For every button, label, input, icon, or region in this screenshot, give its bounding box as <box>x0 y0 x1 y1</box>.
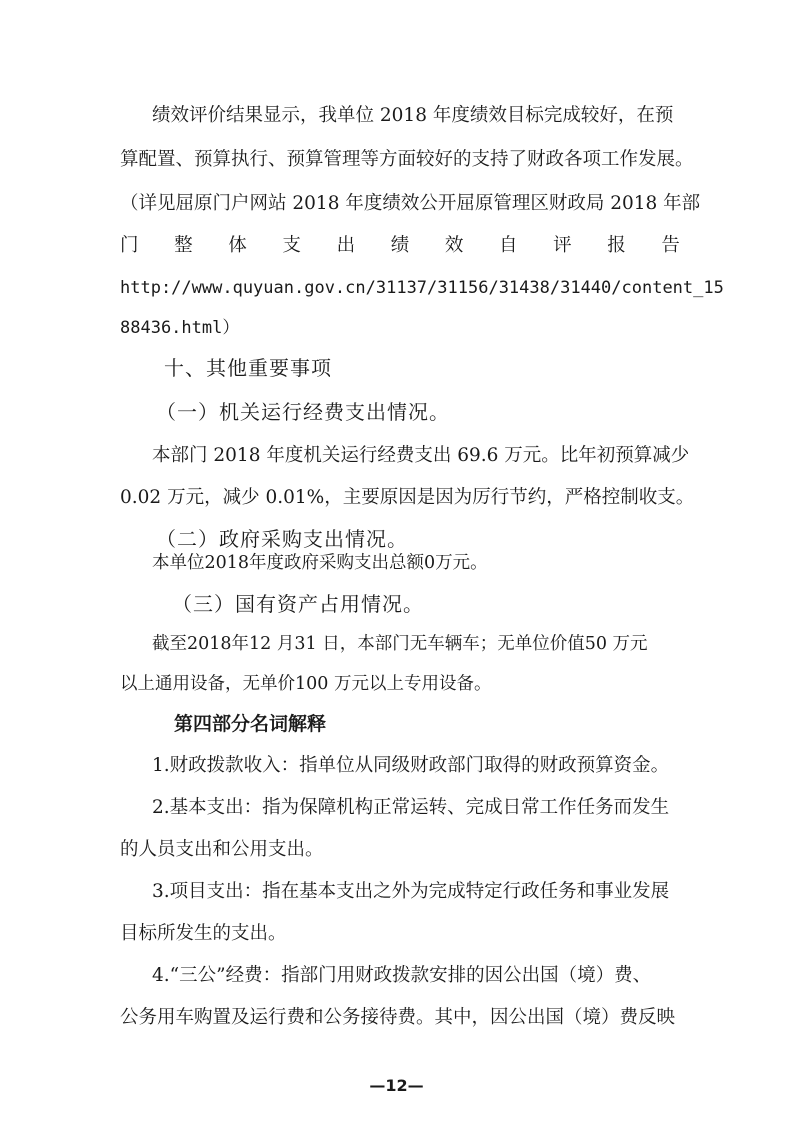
paragraph-line: 算配置、预算执行、预算管理等方面较好的支持了财政各项工作发展。 <box>120 149 694 170</box>
report-link[interactable]: http://www.quyuan.gov.cn/31137/31156/31438/31440/content_15 <box>120 278 724 298</box>
definition-line: 3.项目支出：指在基本支出之外为完成特定行政任务和事业发展 <box>152 881 670 902</box>
paragraph-line: 0.02 万元，减少 0.01%，主要原因是因为厉行节约，严格控制收支。 <box>120 487 695 508</box>
subsection-heading: （二）政府采购支出情况。 <box>156 527 408 551</box>
subsection-heading: （一）机关运行经费支出情况。 <box>156 400 450 424</box>
spread-char: 支 <box>282 235 301 256</box>
spread-char: 整 <box>174 235 193 256</box>
spread-char: 效 <box>444 235 464 256</box>
paragraph-line: 绩效评价结果显示，我单位 2018 年度绩效目标完成较好，在预 <box>152 105 674 126</box>
subsection-heading: （三）国有资产占用情况。 <box>172 592 424 616</box>
definition-line: 2.基本支出：指为保障机构正常运转、完成日常工作任务而发生 <box>152 797 670 818</box>
definition-line: 公务用车购置及运行费和公务接待费。其中，因公出国（境）费反映 <box>120 1007 676 1028</box>
definition-line: 目标所发生的支出。 <box>120 923 287 944</box>
definition-line: 1.财政拨款收入：指单位从同级财政部门取得的财政预算资金。 <box>152 755 670 776</box>
paragraph-line: 本部门 2018 年度机关运行经费支出 69.6 万元。比年初预算减少 <box>152 445 690 466</box>
spread-char: 评 <box>553 235 572 256</box>
paragraph-line: 本单位2018年度政府采购支出总额0万元。 <box>152 553 488 573</box>
spread-char: 告 <box>661 235 680 256</box>
spread-char: 出 <box>336 235 356 256</box>
spread-char: 报 <box>607 235 626 256</box>
spread-char: 门 <box>120 235 139 256</box>
spread-char: 体 <box>228 235 247 256</box>
section-heading: 十、其他重要事项 <box>164 356 332 380</box>
paragraph-line: 截至2018年12 月31 日，本部门无车辆车；无单位价值50 万元 <box>152 634 648 654</box>
spread-char: 绩 <box>390 235 410 256</box>
page-number: —12— <box>369 1076 424 1095</box>
definition-line: 的人员支出和公用支出。 <box>120 839 324 860</box>
part-heading: 第四部分名词解释 <box>174 713 327 735</box>
paragraph-line: （详见屈原门户网站 2018 年度绩效公开屈原管理区财政局 2018 年部 <box>120 193 701 214</box>
spread-char: 自 <box>498 235 518 256</box>
paragraph-line: 以上通用设备，无单价100 万元以上专用设备。 <box>120 674 492 694</box>
definition-line: 4.“三公”经费：指部门用财政拨款安排的因公出国（境）费、 <box>152 965 652 986</box>
spread-line <box>120 234 680 258</box>
report-link-continued[interactable]: 88436.html） <box>120 318 240 338</box>
